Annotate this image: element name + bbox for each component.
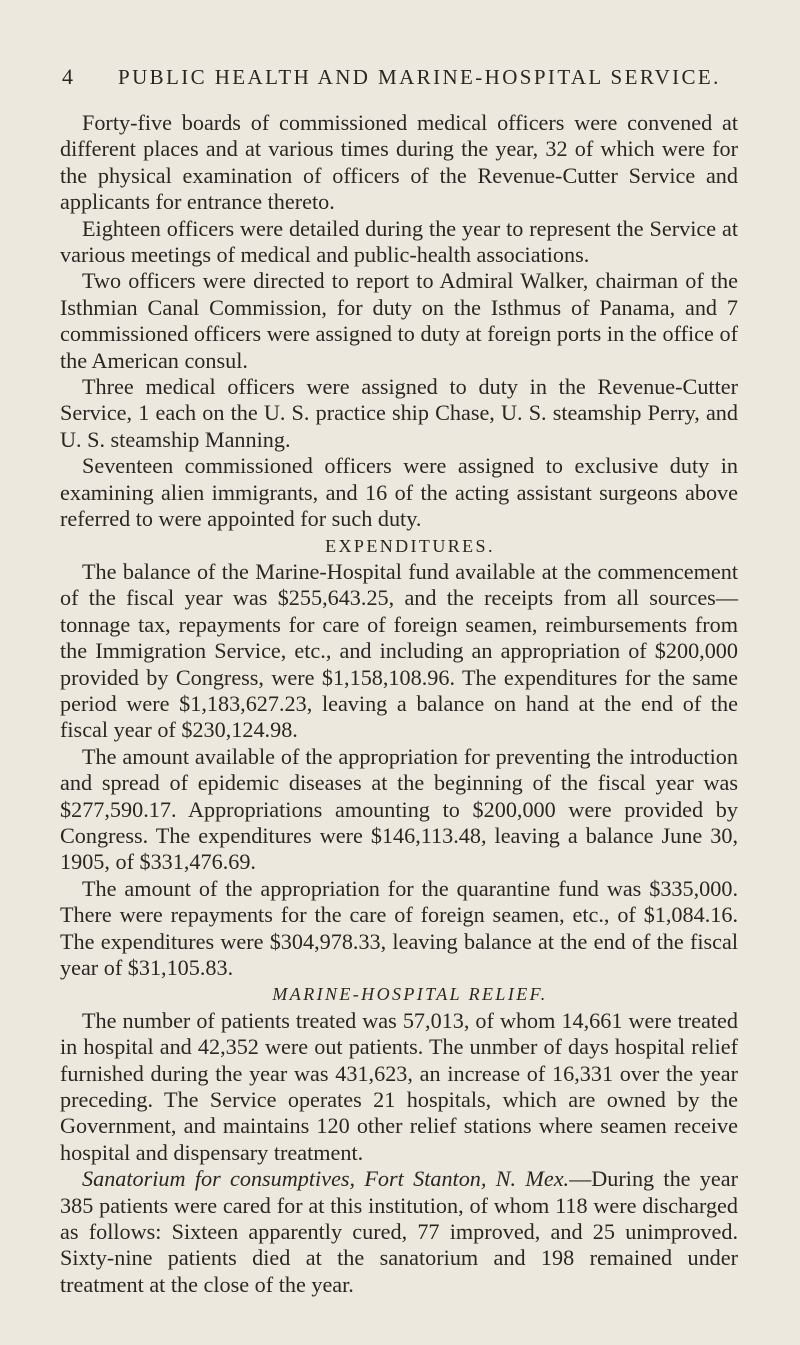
section-heading-marine-hospital-relief: MARINE-HOSPITAL RELIEF. — [272, 984, 548, 1005]
paragraph-sanatorium — [60, 1166, 738, 1298]
running-title: PUBLIC HEALTH AND MARINE-HOSPITAL SERVICE. — [118, 64, 721, 89]
paragraph: The amount of the appropriation for the quarantine fund was $335,000. There were repayments for the care of foreign seamen, etc., of $1,084.16. The expenditures were $304,978.33, leaving balance at the end of the fiscal year of $31,105.83. — [60, 875, 738, 980]
paragraph: Eighteen officers were detailed during the year to represent the Service at various meetings of medical and public-health associations. — [60, 215, 738, 268]
paragraph: Seventeen commissioned officers were assigned to exclusive duty in examining alien immigrants, and 16 of the acting assistant surgeons above referred to were appointed for such duty. — [60, 453, 738, 532]
paragraph: The balance of the Marine-Hospital fund available at the commencement of the fiscal year was $255,643.25, and the receipts from all sources—tonnage tax, repayments for care of foreign seamen, reimbursements from the Immigration Service, etc., and including an appropriation of $200,000 provided by Congress, were $1,158,108.96. The expenditures for the same period were $1,183,627.23, leaving a balance on hand at the end of the fiscal year of $230,124.98. — [60, 558, 738, 743]
section-heading-expenditures: EXPENDITURES. — [325, 535, 495, 556]
paragraph: Three medical officers were assigned to duty in the Revenue-Cutter Service, 1 each on the U. S. practice ship Chase, U. S. steamship Perry, and U. S. steamship Manning. — [60, 374, 738, 452]
paragraph: The amount available of the appropriation for preventing the introduction and spread of epidemic diseases at the beginning of the fiscal year was $277,590.17. Appropriations amounting to $200,000 were provided by Congress. The expenditures were $146,113.48, leaving a balance June 30, 1905, of $331,476.69. — [60, 743, 738, 875]
paragraph: Two officers were directed to report to Admiral Walker, chairman of the Isthmian Canal Commission, for duty on the Isthmus of Panama, and 7 commissioned officers were assigned to duty at foreign ports in the office of the American consul. — [60, 268, 738, 373]
body-text — [60, 110, 738, 1298]
paragraph: Forty-five boards of commissioned medical officers were convened at different places and at various times during the year, 32 of which were for the physical examination of officers of the Revenue-Cutter Service and applicants for entrance thereto. — [60, 110, 738, 215]
sanatorium-lead: Sanatorium for consumptives, Fort Stanton, N. Mex. — [82, 1166, 570, 1192]
running-head — [62, 62, 742, 92]
page-number: 4 — [62, 64, 75, 89]
paragraph: The number of patients treated was 57,013, of whom 14,661 were treated in hospital and 42,352 were out patients. The unmber of days hospital relief furnished during the year was 431,623, an increase of 16,331 over the year preceding. The Service operates 21 hospitals, which are owned by the Government, and maintains 120 other relief stations where seamen receive hospital and dispensary treatment. — [60, 1007, 738, 1165]
sanatorium-text: —During the year 385 patients were cared for at this institution, of whom 118 were discharged as follows: Sixteen apparently cured, 77 improved, and 25 unimproved. Sixty-nine patients died at the sanatorium and 198 remained under treatment at the close of the year. — [60, 1166, 738, 1297]
